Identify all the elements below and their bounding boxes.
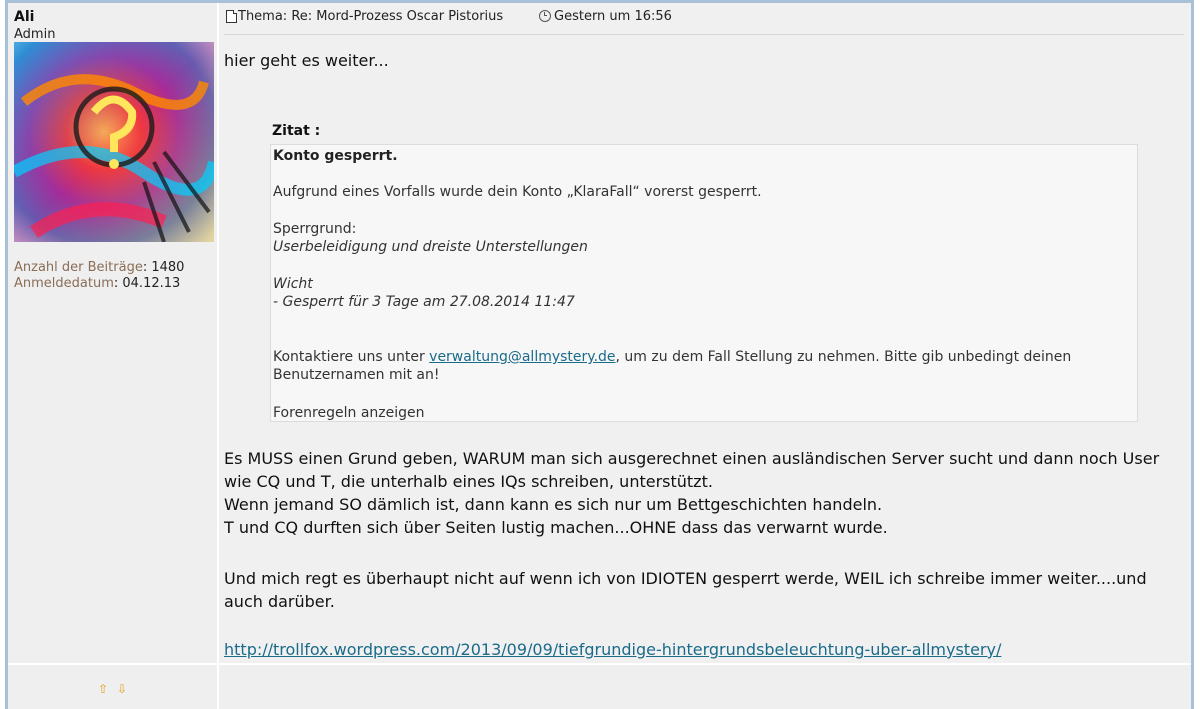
- post-count-label: Anzahl der Beiträge: [14, 260, 143, 275]
- quote-box: [270, 144, 1138, 422]
- quote-label: Zitat :: [272, 123, 321, 139]
- arrow-down-icon[interactable]: ⇩: [117, 682, 128, 696]
- quote-reason: Userbeleidigung und dreiste Unterstellungen: [273, 239, 588, 255]
- quote-reason-label: Sperrgrund:: [273, 221, 357, 237]
- post-count-value: 1480: [151, 260, 185, 275]
- post-paragraph: Und mich regt es überhaupt nicht auf wenn ich von IDIOTEN gesperrt werde, WEIL ich schreibe immer weiter....und auch darüber.: [224, 569, 1147, 611]
- quote-moderator: Wicht: [273, 276, 313, 292]
- join-date-value: 04.12.13: [122, 276, 181, 291]
- quote-line: Aufgrund eines Vorfalls wurde dein Konto „KlaraFall“ vorerst gesperrt.: [273, 184, 762, 200]
- post-time: Gestern um 16:56: [554, 9, 672, 24]
- author-name[interactable]: Ali: [14, 9, 35, 25]
- author-stats: [14, 260, 184, 292]
- quote-contact: Kontaktiere uns unter verwaltung@allmystery.de, um zu dem Fall Stellung zu nehmen. Bitte gib unbedingt deinen Benutzernamen mit an!: [273, 349, 1072, 383]
- post-footer-left: [8, 665, 217, 709]
- post-paragraph: Es MUSS einen Grund geben, WARUM man sich ausgerechnet einen ausländischen Server sucht und dann noch User wie CQ und T, die unterhalb eines IQs schreiben, unterstützt. Wenn jemand SO dämlich ist, dann kann es sich nur um Bettgeschichten handeln. T und CQ durften sich über Seiten lustig machen...OHNE dass das verwarnt wurde.: [224, 449, 1160, 537]
- frame-right-border: [1191, 0, 1194, 709]
- quote-ban-duration: - Gesperrt für 3 Tage am 27.08.2014 11:47: [273, 294, 575, 310]
- clock-icon: [539, 10, 551, 22]
- post-subject: Thema: Re: Mord-Prozess Oscar Pistorius: [238, 9, 504, 24]
- document-icon[interactable]: [226, 10, 237, 23]
- post-footer-right: [219, 665, 1191, 709]
- quote-title: Konto gesperrt.: [273, 148, 398, 164]
- arrow-up-icon[interactable]: ⇧: [98, 682, 109, 696]
- post-count-row: Anzahl der Beiträge: 1480: [14, 260, 185, 275]
- join-date-label: Anmeldedatum: [14, 276, 114, 291]
- quote-rules-text: Forenregeln anzeigen: [273, 405, 425, 421]
- contact-email-link[interactable]: verwaltung@allmystery.de: [429, 349, 616, 365]
- external-link[interactable]: http://trollfox.wordpress.com/2013/09/09/tiefgrundige-hintergrundsbeleuchtung-uber-allmystery/: [224, 640, 1002, 659]
- author-rank: Admin: [14, 27, 56, 42]
- post-header: [224, 8, 1184, 35]
- join-date-row: Anmeldedatum: 04.12.13: [14, 276, 181, 291]
- post-intro: hier geht es weiter...: [224, 51, 389, 70]
- author-avatar[interactable]: [14, 42, 214, 242]
